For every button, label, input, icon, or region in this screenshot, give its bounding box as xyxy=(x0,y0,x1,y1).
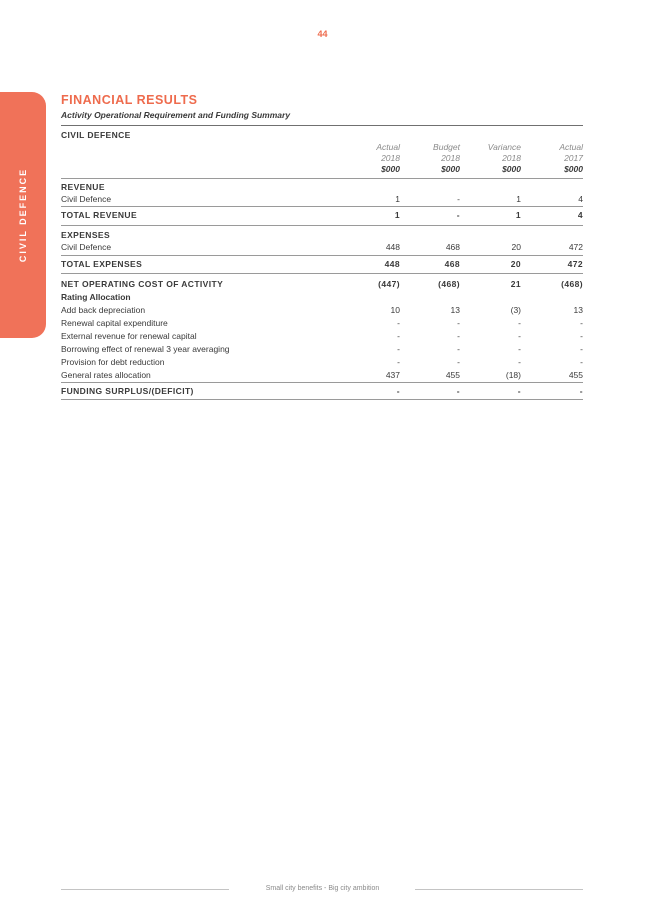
cell: 10 xyxy=(390,305,400,315)
table-row xyxy=(61,356,583,369)
total-expenses-row xyxy=(61,258,583,271)
page-number: 44 xyxy=(317,29,328,39)
cell: 472 xyxy=(567,259,583,269)
row-label: Civil Defence xyxy=(61,194,112,204)
col-header-actual-2018: Actual xyxy=(376,142,400,152)
table-row xyxy=(61,369,583,382)
cell: - xyxy=(397,344,400,354)
footer-tagline: Small city benefits - Big city ambition xyxy=(265,885,380,892)
total-revenue-row xyxy=(61,209,583,222)
divider xyxy=(61,206,583,207)
cell: 4 xyxy=(577,210,583,220)
cell: 13 xyxy=(573,305,583,315)
cell: 4 xyxy=(578,194,583,204)
col-header-budget-2018: Budget xyxy=(433,142,460,152)
row-label: FUNDING SURPLUS/(DEFICIT) xyxy=(61,386,194,396)
cell: (447) xyxy=(378,279,400,289)
row-label: Rating Allocation xyxy=(61,292,131,302)
divider xyxy=(61,399,583,400)
cell: - xyxy=(396,386,400,396)
divider xyxy=(61,125,583,126)
page-subtitle: Activity Operational Requirement and Funding Summary xyxy=(61,110,291,120)
cell: - xyxy=(397,318,400,328)
section-heading-label: CIVIL DEFENCE xyxy=(61,130,131,140)
table-row xyxy=(61,304,583,317)
cell: - xyxy=(457,194,460,204)
col-year-2: 2018 xyxy=(441,153,460,163)
cell: 1 xyxy=(516,194,521,204)
col-year-4: 2017 xyxy=(564,153,583,163)
side-tab-label: CIVIL DEFENCE xyxy=(18,167,28,263)
cell: - xyxy=(518,318,521,328)
funding-surplus-row xyxy=(61,385,583,398)
cell: - xyxy=(518,357,521,367)
cell: 20 xyxy=(510,259,521,269)
row-label: NET OPERATING COST OF ACTIVITY xyxy=(61,279,224,289)
row-label: General rates allocation xyxy=(61,370,151,380)
cell: - xyxy=(456,210,460,220)
cell: 468 xyxy=(445,242,460,252)
cell: - xyxy=(518,344,521,354)
cell: - xyxy=(517,386,521,396)
revenue-heading-label: REVENUE xyxy=(61,182,105,192)
cell: 1 xyxy=(394,210,400,220)
cell: - xyxy=(457,344,460,354)
cell: 21 xyxy=(510,279,521,289)
cell: - xyxy=(457,318,460,328)
cell: (18) xyxy=(505,370,521,380)
col-unit-3: $000 xyxy=(502,164,521,174)
cell: - xyxy=(457,357,460,367)
cell: - xyxy=(518,331,521,341)
cell: - xyxy=(580,344,583,354)
row-label: TOTAL EXPENSES xyxy=(61,259,143,269)
cell: 13 xyxy=(450,305,460,315)
divider xyxy=(61,273,583,274)
cell: 468 xyxy=(444,259,460,269)
table-row xyxy=(61,330,583,343)
cell: 437 xyxy=(385,370,400,380)
cell: 20 xyxy=(511,242,521,252)
cell: - xyxy=(457,331,460,341)
row-label: Borrowing effect of renewal 3 year averaging xyxy=(61,344,230,354)
col-year-1: 2018 xyxy=(381,153,400,163)
row-label: Renewal capital expenditure xyxy=(61,318,168,328)
cell: 448 xyxy=(385,242,400,252)
cell: 455 xyxy=(445,370,460,380)
table-row xyxy=(61,241,583,254)
row-label: Add back depreciation xyxy=(61,305,146,315)
rating-allocation-heading xyxy=(61,291,583,304)
column-units xyxy=(61,163,583,176)
row-label: TOTAL REVENUE xyxy=(61,210,138,220)
net-operating-cost-row xyxy=(61,278,583,291)
page-title: FINANCIAL RESULTS xyxy=(61,93,198,107)
cell: 472 xyxy=(568,242,583,252)
cell: (468) xyxy=(438,279,460,289)
cell: - xyxy=(580,331,583,341)
cell: 455 xyxy=(568,370,583,380)
divider xyxy=(61,178,583,179)
cell: - xyxy=(456,386,460,396)
col-unit-4: $000 xyxy=(564,164,583,174)
col-year-3: 2018 xyxy=(502,153,521,163)
cell: 448 xyxy=(384,259,400,269)
row-label: Civil Defence xyxy=(61,242,112,252)
col-header-actual-2017: Actual xyxy=(559,142,583,152)
cell: - xyxy=(397,331,400,341)
row-label: External revenue for renewal capital xyxy=(61,331,197,341)
table-row xyxy=(61,317,583,330)
divider xyxy=(61,255,583,256)
col-unit-1: $000 xyxy=(381,164,400,174)
cell: - xyxy=(580,318,583,328)
table-row xyxy=(61,193,583,206)
cell: 1 xyxy=(395,194,400,204)
table-row xyxy=(61,343,583,356)
cell: - xyxy=(397,357,400,367)
divider xyxy=(61,382,583,383)
cell: (468) xyxy=(561,279,583,289)
expenses-heading-label: EXPENSES xyxy=(61,230,111,240)
row-label: Provision for debt reduction xyxy=(61,357,165,367)
cell: - xyxy=(580,357,583,367)
col-unit-2: $000 xyxy=(441,164,460,174)
cell: - xyxy=(579,386,583,396)
divider xyxy=(61,225,583,226)
col-header-variance-2018: Variance xyxy=(487,142,521,152)
cell: (3) xyxy=(510,305,521,315)
cell: 1 xyxy=(515,210,521,220)
